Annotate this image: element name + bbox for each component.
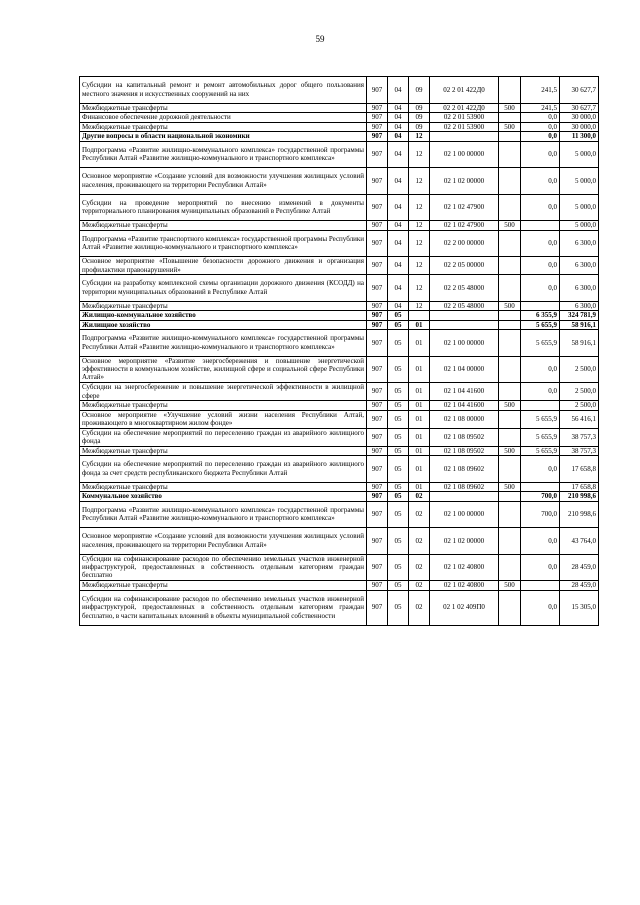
row-vr — [499, 330, 521, 357]
row-sum-2: 2 500,0 — [560, 356, 599, 383]
row-sum-2: 5 000,0 — [560, 221, 599, 231]
row-gr: 907 — [367, 257, 388, 275]
row-name: Основное мероприятие «Развитие энергосбережения и повышение энергетической эффективности в коммунальном хозяйстве, жилищной сфере и социальной сфере Республики Алтай» — [80, 356, 367, 383]
row-vr: 500 — [499, 581, 521, 591]
row-sum-1: 6 355,9 — [521, 311, 560, 321]
row-gr: 907 — [367, 311, 388, 321]
row-csr: 02 1 02 40800 — [430, 554, 499, 581]
table-row — [80, 581, 599, 591]
row-pr: 01 — [409, 482, 430, 492]
table-row — [80, 230, 599, 257]
row-pr: 01 — [409, 320, 430, 330]
row-csr: 02 2 05 48000 — [430, 275, 499, 302]
row-vr — [499, 311, 521, 321]
row-gr: 907 — [367, 428, 388, 446]
row-csr: 02 2 01 53900 — [430, 113, 499, 123]
row-vr — [499, 492, 521, 502]
row-pr: 09 — [409, 113, 430, 123]
row-rz: 04 — [388, 77, 409, 104]
table-row — [80, 456, 599, 483]
row-csr: 02 1 08 00000 — [430, 410, 499, 428]
row-sum-2: 5 000,0 — [560, 168, 599, 195]
row-gr: 907 — [367, 113, 388, 123]
row-vr: 500 — [499, 301, 521, 311]
row-csr: 02 1 04 00000 — [430, 356, 499, 383]
row-sum-1: 0,0 — [521, 168, 560, 195]
row-sum-2: 6 300,0 — [560, 230, 599, 257]
row-name: Субсидии на разработку комплексной схемы организации дорожного движения (КСОДД) на территории муниципальных образований в Республике Алтай — [80, 275, 367, 302]
row-rz: 05 — [388, 554, 409, 581]
row-csr: 02 1 00 00000 — [430, 141, 499, 168]
row-csr — [430, 311, 499, 321]
row-name: Другие вопросы в области национальной экономики — [80, 132, 367, 142]
row-sum-2: 56 416,1 — [560, 410, 599, 428]
table-row — [80, 446, 599, 456]
row-csr: 02 2 05 00000 — [430, 257, 499, 275]
row-pr: 01 — [409, 356, 430, 383]
row-sum-1: 0,0 — [521, 383, 560, 401]
row-gr: 907 — [367, 301, 388, 311]
row-sum-1: 700,0 — [521, 492, 560, 502]
row-sum-1: 0,0 — [521, 122, 560, 132]
row-sum-2: 17 658,8 — [560, 456, 599, 483]
row-sum-2: 6 300,0 — [560, 301, 599, 311]
row-rz: 04 — [388, 141, 409, 168]
row-rz: 04 — [388, 257, 409, 275]
row-pr: 01 — [409, 446, 430, 456]
table-row — [80, 410, 599, 428]
row-name: Основное мероприятие «Создание условий для возможности улучшения жилищных условий населения, проживающего на территории Республики Алтай» — [80, 168, 367, 195]
row-gr: 907 — [367, 168, 388, 195]
row-csr: 02 1 00 00000 — [430, 330, 499, 357]
row-vr — [499, 356, 521, 383]
row-sum-2: 30 000,0 — [560, 122, 599, 132]
row-rz: 05 — [388, 401, 409, 411]
row-gr: 907 — [367, 581, 388, 591]
table-row — [80, 113, 599, 123]
row-pr: 09 — [409, 122, 430, 132]
row-rz: 05 — [388, 482, 409, 492]
row-vr — [499, 194, 521, 221]
row-name: Основное мероприятие «Создание условий для возможности улучшения жилищных условий населения, проживающего на территории Республики Алтай» — [80, 528, 367, 555]
row-gr: 907 — [367, 501, 388, 528]
row-vr: 500 — [499, 446, 521, 456]
row-vr — [499, 168, 521, 195]
row-csr: 02 2 01 53900 — [430, 122, 499, 132]
row-csr — [430, 492, 499, 502]
row-gr: 907 — [367, 401, 388, 411]
row-rz: 05 — [388, 456, 409, 483]
table-row — [80, 194, 599, 221]
row-sum-2: 58 916,1 — [560, 330, 599, 357]
row-gr: 907 — [367, 221, 388, 231]
row-pr: 12 — [409, 221, 430, 231]
row-rz: 05 — [388, 492, 409, 502]
row-gr: 907 — [367, 320, 388, 330]
row-sum-1: 0,0 — [521, 132, 560, 142]
row-pr: 01 — [409, 410, 430, 428]
table-row — [80, 221, 599, 231]
row-gr: 907 — [367, 230, 388, 257]
row-vr — [499, 501, 521, 528]
row-sum-2: 28 459,0 — [560, 581, 599, 591]
row-vr: 500 — [499, 122, 521, 132]
row-gr: 907 — [367, 482, 388, 492]
page-number: 59 — [315, 34, 325, 44]
row-sum-2: 30 627,7 — [560, 77, 599, 104]
row-vr — [499, 554, 521, 581]
row-sum-1: 241,5 — [521, 103, 560, 113]
row-sum-2: 30 000,0 — [560, 113, 599, 123]
row-csr: 02 1 08 09602 — [430, 482, 499, 492]
row-csr: 02 2 01 422Д0 — [430, 103, 499, 113]
row-pr: 02 — [409, 581, 430, 591]
row-sum-2: 6 300,0 — [560, 275, 599, 302]
row-sum-1: 0,0 — [521, 590, 560, 625]
row-sum-2: 28 459,0 — [560, 554, 599, 581]
row-gr: 907 — [367, 456, 388, 483]
row-rz: 05 — [388, 446, 409, 456]
row-csr: 02 1 08 09502 — [430, 446, 499, 456]
row-name: Субсидии на проведение мероприятий по внесению изменений в документы территориального планирования муниципальных образований в Республике Алтай — [80, 194, 367, 221]
table-row — [80, 301, 599, 311]
row-csr: 02 1 04 41600 — [430, 401, 499, 411]
table-row — [80, 141, 599, 168]
row-sum-2: 5 000,0 — [560, 141, 599, 168]
table-row — [80, 501, 599, 528]
row-name: Основное мероприятие «Повышение безопасности дорожного движения и организация профилактики правонарушений» — [80, 257, 367, 275]
row-gr: 907 — [367, 275, 388, 302]
row-pr: 01 — [409, 383, 430, 401]
row-pr: 12 — [409, 141, 430, 168]
row-rz: 05 — [388, 410, 409, 428]
row-pr: 02 — [409, 590, 430, 625]
row-csr: 02 1 04 41600 — [430, 383, 499, 401]
row-rz: 05 — [388, 590, 409, 625]
row-rz: 05 — [388, 356, 409, 383]
table-row — [80, 77, 599, 104]
row-rz: 04 — [388, 230, 409, 257]
row-gr: 907 — [367, 356, 388, 383]
row-name: Субсидии на обеспечение мероприятий по переселению граждан из аварийного жилищного фонда за счет средств республиканского бюджета Республики Алтай — [80, 456, 367, 483]
row-name: Субсидии на обеспечение мероприятий по переселению граждан из аварийного жилищного фонда — [80, 428, 367, 446]
row-csr: 02 1 02 00000 — [430, 168, 499, 195]
table-row — [80, 122, 599, 132]
row-rz: 05 — [388, 330, 409, 357]
table-row — [80, 168, 599, 195]
row-sum-2: 11 300,0 — [560, 132, 599, 142]
row-sum-1: 0,0 — [521, 257, 560, 275]
row-name: Субсидии на софинансирование расходов по обеспечению земельных участков инженерной инфраструктурой, предоставленных в собственность отдельным категориям граждан бесплатно — [80, 554, 367, 581]
row-gr: 907 — [367, 141, 388, 168]
row-name: Коммунальное хозяйство — [80, 492, 367, 502]
row-sum-1 — [521, 301, 560, 311]
row-csr: 02 1 02 00000 — [430, 528, 499, 555]
row-csr — [430, 132, 499, 142]
row-rz: 05 — [388, 383, 409, 401]
row-rz: 04 — [388, 168, 409, 195]
row-pr: 12 — [409, 257, 430, 275]
table-row — [80, 330, 599, 357]
row-name: Межбюджетные трансферты — [80, 446, 367, 456]
row-pr: 02 — [409, 501, 430, 528]
row-csr: 02 1 00 00000 — [430, 501, 499, 528]
row-pr: 12 — [409, 168, 430, 195]
row-sum-1: 5 655,9 — [521, 330, 560, 357]
row-csr: 02 2 01 422Д0 — [430, 77, 499, 104]
row-sum-2: 2 500,0 — [560, 383, 599, 401]
row-csr: 02 1 08 09602 — [430, 456, 499, 483]
row-vr — [499, 275, 521, 302]
row-rz: 04 — [388, 103, 409, 113]
row-rz: 05 — [388, 528, 409, 555]
row-name: Межбюджетные трансферты — [80, 581, 367, 591]
row-vr: 500 — [499, 221, 521, 231]
row-csr: 02 1 02 40800 — [430, 581, 499, 591]
row-vr — [499, 456, 521, 483]
row-rz: 04 — [388, 301, 409, 311]
row-rz: 04 — [388, 275, 409, 302]
row-pr: 01 — [409, 330, 430, 357]
row-name: Жилищно-коммунальное хозяйство — [80, 311, 367, 321]
row-vr — [499, 383, 521, 401]
table-row — [80, 320, 599, 330]
row-rz: 05 — [388, 428, 409, 446]
row-pr: 02 — [409, 528, 430, 555]
row-gr: 907 — [367, 446, 388, 456]
row-vr — [499, 132, 521, 142]
row-sum-1: 5 655,9 — [521, 446, 560, 456]
row-sum-1: 5 655,9 — [521, 320, 560, 330]
row-name: Подпрограмма «Развитие жилищно-коммунального комплекса» государственной программы Республики Алтай «Развитие жилищно-коммунального и транспортного комплекса» — [80, 501, 367, 528]
row-name: Финансовое обеспечение дорожной деятельности — [80, 113, 367, 123]
row-pr: 09 — [409, 77, 430, 104]
table-row — [80, 482, 599, 492]
row-csr: 02 1 02 47900 — [430, 221, 499, 231]
row-pr — [409, 311, 430, 321]
row-name: Основное мероприятие «Улучшение условий жизни населения Республики Алтай, проживающего в многоквартирном жилом фонде» — [80, 410, 367, 428]
row-csr: 02 2 05 48000 — [430, 301, 499, 311]
row-vr — [499, 320, 521, 330]
row-name: Межбюджетные трансферты — [80, 401, 367, 411]
row-sum-1 — [521, 401, 560, 411]
row-sum-2: 30 627,7 — [560, 103, 599, 113]
row-sum-1: 0,0 — [521, 230, 560, 257]
row-pr: 01 — [409, 428, 430, 446]
row-name: Межбюджетные трансферты — [80, 482, 367, 492]
row-vr — [499, 590, 521, 625]
row-gr: 907 — [367, 410, 388, 428]
row-vr — [499, 428, 521, 446]
row-rz: 05 — [388, 320, 409, 330]
row-sum-1: 0,0 — [521, 528, 560, 555]
row-name: Межбюджетные трансферты — [80, 221, 367, 231]
row-sum-1: 700,0 — [521, 501, 560, 528]
row-gr: 907 — [367, 528, 388, 555]
row-sum-2: 58 916,1 — [560, 320, 599, 330]
row-rz: 04 — [388, 221, 409, 231]
row-vr — [499, 528, 521, 555]
row-vr — [499, 113, 521, 123]
row-sum-1 — [521, 581, 560, 591]
row-gr: 907 — [367, 590, 388, 625]
row-pr: 09 — [409, 103, 430, 113]
row-rz: 04 — [388, 122, 409, 132]
row-sum-1: 0,0 — [521, 113, 560, 123]
row-pr: 01 — [409, 401, 430, 411]
row-vr: 500 — [499, 401, 521, 411]
table-row — [80, 132, 599, 142]
row-sum-1: 0,0 — [521, 456, 560, 483]
row-pr: 01 — [409, 456, 430, 483]
row-vr: 500 — [499, 103, 521, 113]
row-sum-2: 5 000,0 — [560, 194, 599, 221]
row-csr — [430, 320, 499, 330]
row-sum-2: 17 658,8 — [560, 482, 599, 492]
row-rz: 05 — [388, 501, 409, 528]
row-gr: 907 — [367, 77, 388, 104]
row-name: Подпрограмма «Развитие транспортного комплекса» государственной программы Республики Алтай «Развитие жилищно-коммунального и транспортного комплекса» — [80, 230, 367, 257]
row-sum-1: 5 655,9 — [521, 410, 560, 428]
row-sum-1: 0,0 — [521, 141, 560, 168]
row-gr: 907 — [367, 122, 388, 132]
row-sum-2: 15 305,0 — [560, 590, 599, 625]
row-csr: 02 1 02 409П0 — [430, 590, 499, 625]
row-pr: 02 — [409, 554, 430, 581]
row-vr — [499, 410, 521, 428]
row-pr: 12 — [409, 275, 430, 302]
row-name: Межбюджетные трансферты — [80, 103, 367, 113]
row-name: Субсидии на энергосбережение и повышение энергетической эффективности в жилищной сфере — [80, 383, 367, 401]
table-row — [80, 383, 599, 401]
row-name: Субсидии на капитальный ремонт и ремонт автомобильных дорог общего пользования местного значения и искусственных сооружений на них — [80, 77, 367, 104]
table-row — [80, 311, 599, 321]
row-gr: 907 — [367, 132, 388, 142]
row-gr: 907 — [367, 103, 388, 113]
row-name: Жилищное хозяйство — [80, 320, 367, 330]
row-sum-2: 210 998,6 — [560, 492, 599, 502]
row-rz: 04 — [388, 194, 409, 221]
row-rz: 04 — [388, 113, 409, 123]
row-sum-2: 6 300,0 — [560, 257, 599, 275]
row-csr: 02 1 08 09502 — [430, 428, 499, 446]
row-vr — [499, 230, 521, 257]
row-pr: 12 — [409, 194, 430, 221]
table-row — [80, 492, 599, 502]
row-name: Межбюджетные трансферты — [80, 122, 367, 132]
row-sum-1 — [521, 482, 560, 492]
row-pr: 12 — [409, 230, 430, 257]
row-sum-1: 0,0 — [521, 356, 560, 383]
row-sum-1: 0,0 — [521, 275, 560, 302]
row-gr: 907 — [367, 330, 388, 357]
row-sum-2: 324 781,9 — [560, 311, 599, 321]
row-sum-1 — [521, 221, 560, 231]
row-sum-1: 0,0 — [521, 554, 560, 581]
row-pr: 12 — [409, 301, 430, 311]
table-row — [80, 401, 599, 411]
table-row — [80, 257, 599, 275]
row-name: Межбюджетные трансферты — [80, 301, 367, 311]
table-row — [80, 428, 599, 446]
row-gr: 907 — [367, 194, 388, 221]
table-row — [80, 356, 599, 383]
row-sum-2: 43 764,0 — [560, 528, 599, 555]
table-row — [80, 590, 599, 625]
row-name: Подпрограмма «Развитие жилищно-коммунального комплекса» государственной программы Республики Алтай «Развитие жилищно-коммунального и транспортного комплекса» — [80, 141, 367, 168]
row-vr — [499, 141, 521, 168]
row-sum-1: 5 655,9 — [521, 428, 560, 446]
row-vr: 500 — [499, 482, 521, 492]
table-row — [80, 528, 599, 555]
row-sum-2: 2 500,0 — [560, 401, 599, 411]
row-csr: 02 2 00 00000 — [430, 230, 499, 257]
row-sum-1: 241,5 — [521, 77, 560, 104]
table-row — [80, 275, 599, 302]
row-vr — [499, 257, 521, 275]
row-name: Подпрограмма «Развитие жилищно-коммунального комплекса» государственной программы Республики Алтай «Развитие жилищно-коммунального и транспортного комплекса» — [80, 330, 367, 357]
row-gr: 907 — [367, 383, 388, 401]
table-row — [80, 554, 599, 581]
row-sum-2: 210 998,6 — [560, 501, 599, 528]
row-pr: 12 — [409, 132, 430, 142]
row-sum-2: 38 757,3 — [560, 428, 599, 446]
table-row — [80, 103, 599, 113]
row-gr: 907 — [367, 554, 388, 581]
row-rz: 05 — [388, 581, 409, 591]
row-gr: 907 — [367, 492, 388, 502]
row-sum-2: 38 757,3 — [560, 446, 599, 456]
row-sum-1: 0,0 — [521, 194, 560, 221]
budget-table — [79, 76, 599, 626]
row-rz: 05 — [388, 311, 409, 321]
row-pr: 02 — [409, 492, 430, 502]
row-csr: 02 1 02 47900 — [430, 194, 499, 221]
row-rz: 04 — [388, 132, 409, 142]
row-vr — [499, 77, 521, 104]
row-name: Субсидии на софинансирование расходов по обеспечению земельных участков инженерной инфраструктурой, предоставленных в собственность отдельным категориям граждан бесплатно, в части капитальных вложений в объекты муниципальной собственности — [80, 590, 367, 625]
